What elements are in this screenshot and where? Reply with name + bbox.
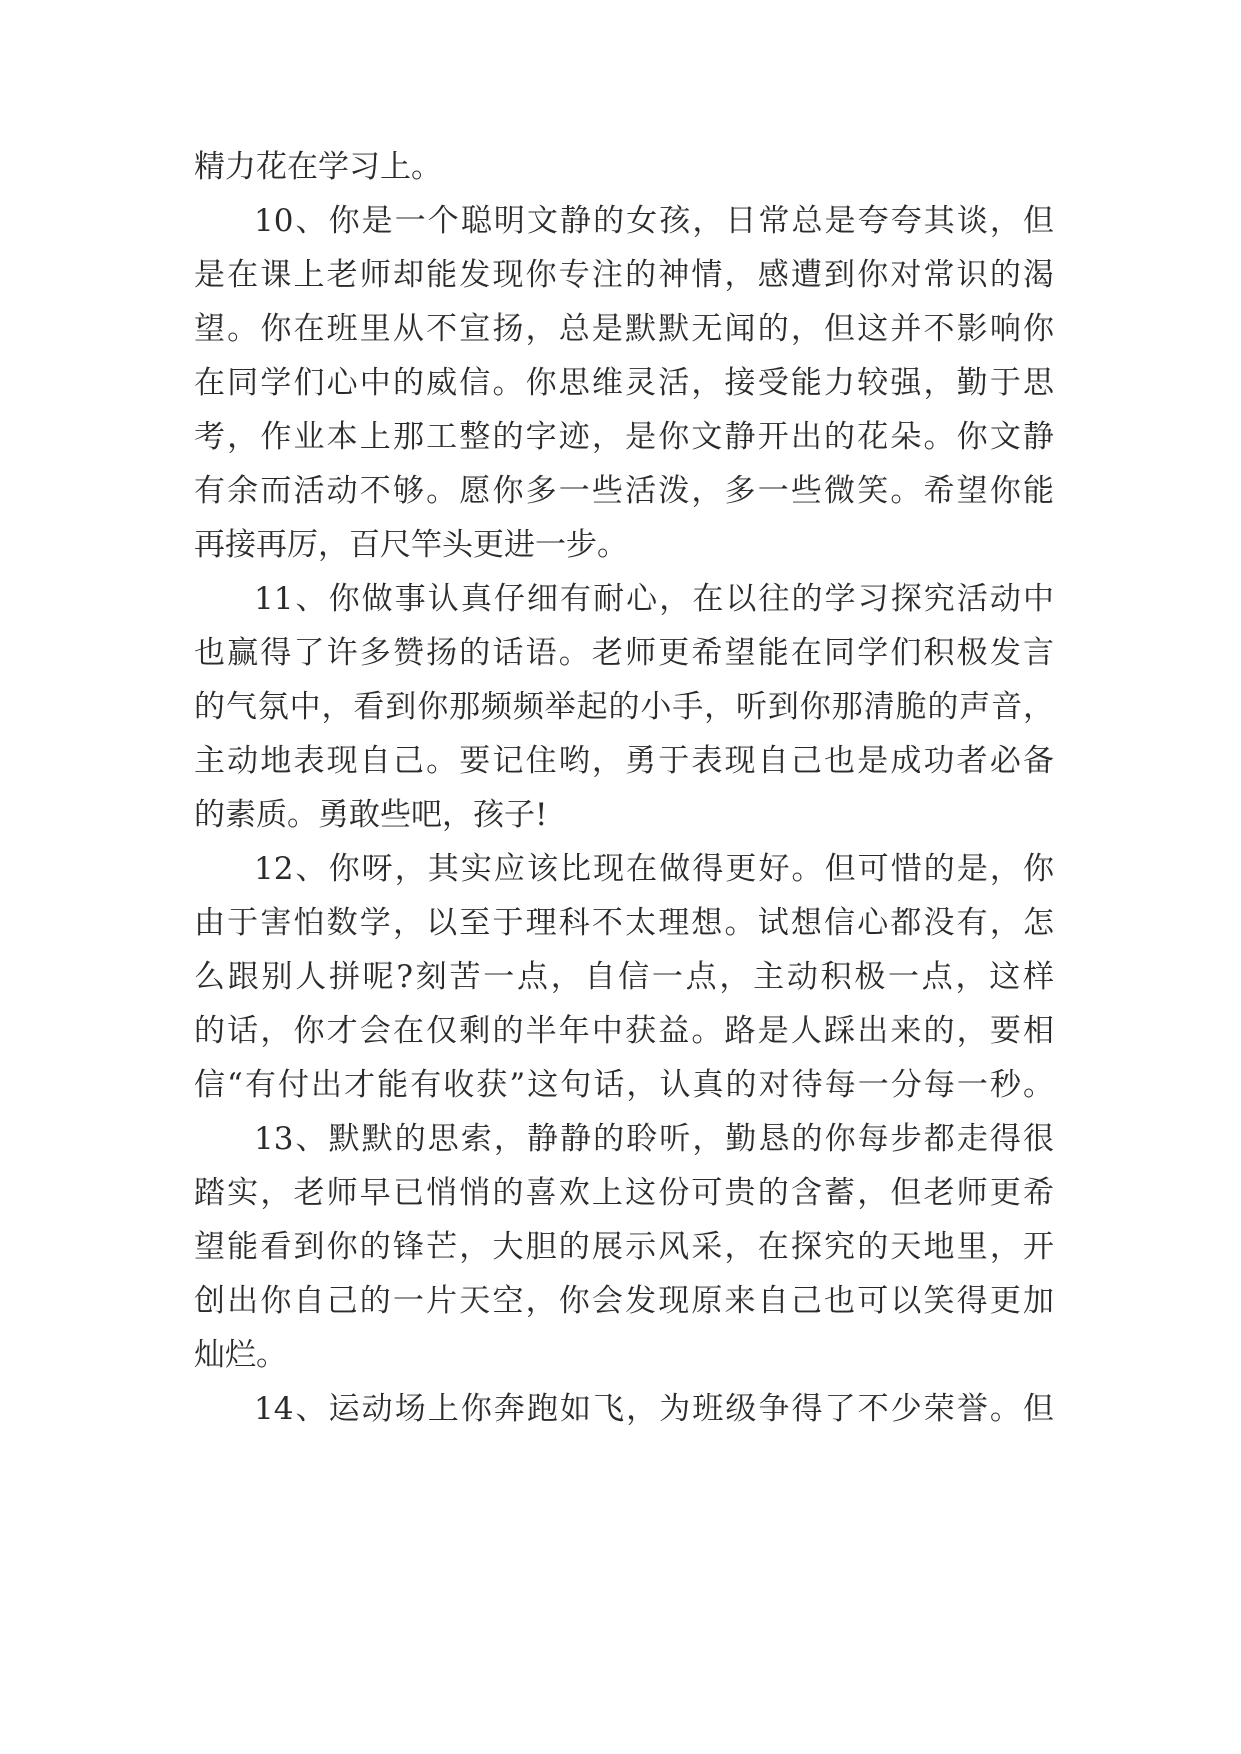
text-line: 的话，你才会在仅剩的半年中获益。路是人踩出来的，要相 xyxy=(194,1013,1054,1049)
paragraph-12-start: 12、你呀，其实应该比现在做得更好。但可惜的是，你 xyxy=(254,851,1054,887)
text-line: 再接再厉，百尺竿头更进一步。 xyxy=(194,527,628,563)
paragraph-11-start: 11、你做事认真仔细有耐心，在以往的学习探究活动中 xyxy=(254,581,1054,617)
text-line: 信“有付出才能有收获”这句话，认真的对待每一分每一秒。 xyxy=(194,1067,1054,1103)
text-line: 踏实，老师早已悄悄的喜欢上这份可贵的含蓄，但老师更希 xyxy=(194,1175,1054,1211)
text-line: 考，作业本上那工整的字迹，是你文静开出的花朵。你文静 xyxy=(194,419,1054,455)
text-line: 么跟别人拼呢?刻苦一点，自信一点，主动积极一点，这样 xyxy=(194,959,1054,995)
text-line: 有余而活动不够。愿你多一些活泼，多一些微笑。希望你能 xyxy=(194,473,1054,509)
paragraph-14-start: 14、运动场上你奔跑如飞，为班级争得了不少荣誉。但 xyxy=(254,1391,1054,1427)
text-line: 灿烂。 xyxy=(194,1337,287,1373)
text-line: 也赢得了许多赞扬的话语。老师更希望能在同学们积极发言 xyxy=(194,635,1054,671)
text-line: 由于害怕数学，以至于理科不太理想。试想信心都没有，怎 xyxy=(194,905,1054,941)
text-line: 精力花在学习上。 xyxy=(194,149,442,185)
text-line: 主动地表现自己。要记住哟，勇于表现自己也是成功者必备 xyxy=(194,743,1054,779)
paragraph-10-start: 10、你是一个聪明文静的女孩，日常总是夸夸其谈，但 xyxy=(254,203,1054,239)
text-line: 创出你自己的一片天空，你会发现原来自己也可以笑得更加 xyxy=(194,1283,1054,1319)
text-line: 的气氛中，看到你那频频举起的小手，听到你那清脆的声音， xyxy=(194,689,1054,725)
text-line: 的素质。勇敢些吧，孩子! xyxy=(194,797,548,833)
text-line: 在同学们心中的威信。你思维灵活，接受能力较强，勤于思 xyxy=(194,365,1054,401)
paragraph-13-start: 13、默默的思索，静静的聆听，勤恳的你每步都走得很 xyxy=(254,1121,1054,1157)
text-line: 望。你在班里从不宣扬，总是默默无闻的，但这并不影响你 xyxy=(194,311,1054,347)
text-line: 望能看到你的锋芒，大胆的展示风采，在探究的天地里，开 xyxy=(194,1229,1054,1265)
text-line: 是在课上老师却能发现你专注的神情，感遭到你对常识的渴 xyxy=(194,257,1054,293)
